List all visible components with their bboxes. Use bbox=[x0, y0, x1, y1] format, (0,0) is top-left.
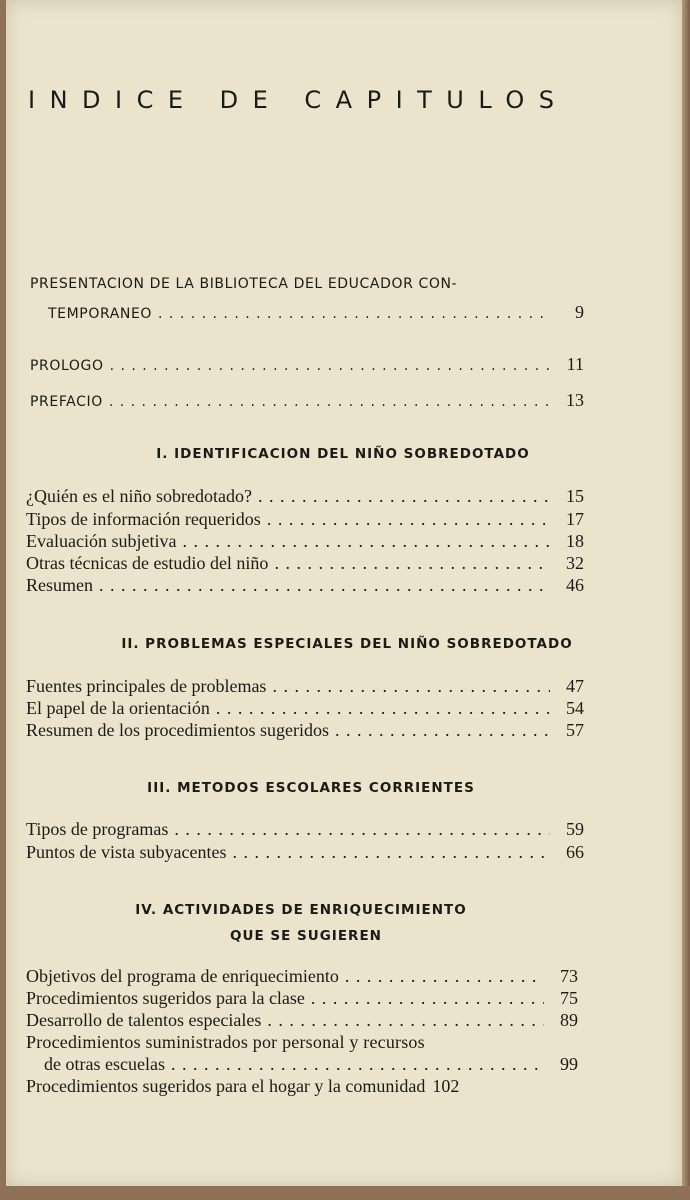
dot-leader bbox=[216, 698, 550, 719]
page-number: 47 bbox=[566, 676, 584, 696]
page-number: 59 bbox=[566, 819, 584, 839]
chapter-heading-1: I. IDENTIFICACION DEL NIÑO SOBREDOTADO bbox=[156, 446, 530, 462]
dot-leader bbox=[274, 553, 550, 574]
entry-label: Otras técnicas de estudio del niño bbox=[26, 553, 269, 573]
page-bottom-edge bbox=[0, 1186, 690, 1200]
dot-leader bbox=[311, 988, 544, 1009]
dot-leader bbox=[174, 819, 550, 840]
page-title: INDICE DE CAPITULOS bbox=[28, 86, 569, 114]
entry-label: de otras escuelas bbox=[44, 1054, 165, 1074]
toc-entry bbox=[26, 966, 578, 987]
entry-label: Objetivos del programa de enriquecimiento bbox=[26, 966, 339, 986]
toc-entry-presentacion bbox=[48, 302, 584, 323]
toc-entry bbox=[26, 842, 584, 863]
toc-entry-line1: Procedimientos suministrados por personal y recursos bbox=[26, 1032, 425, 1052]
page-edge bbox=[682, 0, 690, 1200]
toc-entry-presentacion-line1: PRESENTACION DE LA BIBLIOTECA DEL EDUCADOR CON- bbox=[30, 276, 458, 292]
page-number: 75 bbox=[560, 988, 578, 1008]
toc-entry bbox=[26, 988, 578, 1009]
entry-label: Tipos de información requeridos bbox=[26, 509, 261, 529]
entry-label: TEMPORANEO bbox=[48, 306, 153, 322]
page-number: 73 bbox=[560, 966, 578, 986]
toc-entry bbox=[26, 486, 584, 507]
page-number: 99 bbox=[560, 1054, 578, 1074]
dot-leader bbox=[99, 575, 550, 596]
dot-leader bbox=[267, 1010, 544, 1031]
toc-entry bbox=[26, 676, 584, 697]
entry-label: Fuentes principales de problemas bbox=[26, 676, 267, 696]
entry-label: Evaluación subjetiva bbox=[26, 531, 177, 551]
entry-label: PREFACIO bbox=[30, 394, 103, 410]
chapter-heading-4-line2: QUE SE SUGIEREN bbox=[230, 928, 382, 944]
book-page bbox=[6, 0, 682, 1186]
toc-entry bbox=[44, 1054, 578, 1075]
toc-entry bbox=[26, 720, 584, 741]
page-number: 32 bbox=[566, 553, 584, 573]
toc-entry-prologo bbox=[30, 354, 584, 375]
entry-label: Procedimientos sugeridos para la clase bbox=[26, 988, 305, 1008]
page-number: 11 bbox=[566, 354, 584, 374]
dot-leader bbox=[158, 306, 550, 322]
entry-label: Resumen de los procedimientos sugeridos bbox=[26, 720, 329, 740]
dot-leader bbox=[267, 509, 550, 530]
entry-label: El papel de la orientación bbox=[26, 698, 210, 718]
dot-leader bbox=[345, 966, 544, 987]
page-number: 57 bbox=[566, 720, 584, 740]
dot-leader bbox=[182, 531, 550, 552]
toc-entry bbox=[26, 1076, 578, 1097]
dot-leader bbox=[232, 842, 550, 863]
entry-label: Procedimientos sugeridos para el hogar y la comunidad bbox=[26, 1076, 426, 1096]
page-number: 9 bbox=[575, 302, 584, 322]
toc-entry bbox=[26, 531, 584, 552]
page-number: 89 bbox=[560, 1010, 578, 1030]
chapter-heading-4: IV. ACTIVIDADES DE ENRIQUECIMIENTO bbox=[135, 902, 467, 918]
entry-label: Tipos de programas bbox=[26, 819, 169, 839]
entry-label: ¿Quién es el niño sobredotado? bbox=[26, 486, 252, 506]
page-number: 46 bbox=[566, 575, 584, 595]
toc-entry bbox=[26, 698, 584, 719]
toc-entry bbox=[26, 1010, 578, 1031]
toc-entry bbox=[26, 575, 584, 596]
chapter-heading-3: III. METODOS ESCOLARES CORRIENTES bbox=[147, 780, 475, 796]
entry-label: Puntos de vista subyacentes bbox=[26, 842, 227, 862]
page-number: 102 bbox=[432, 1076, 460, 1096]
toc-entry-prefacio bbox=[30, 390, 584, 411]
toc-entry bbox=[26, 553, 584, 574]
entry-label: Desarrollo de talentos especiales bbox=[26, 1010, 262, 1030]
page-number: 18 bbox=[566, 531, 584, 551]
dot-leader bbox=[171, 1054, 544, 1075]
toc-entry bbox=[26, 509, 584, 530]
dot-leader bbox=[109, 394, 550, 410]
page-number: 13 bbox=[566, 390, 584, 410]
dot-leader bbox=[335, 720, 550, 741]
toc-entry bbox=[26, 819, 584, 840]
entry-label: PROLOGO bbox=[30, 358, 104, 374]
page-number: 15 bbox=[566, 486, 584, 506]
page-number: 17 bbox=[566, 509, 584, 529]
dot-leader bbox=[258, 486, 550, 507]
page-number: 66 bbox=[566, 842, 584, 862]
page-number: 54 bbox=[566, 698, 584, 718]
entry-label: Resumen bbox=[26, 575, 93, 595]
chapter-heading-2: II. PROBLEMAS ESPECIALES DEL NIÑO SOBREDOTADO bbox=[121, 636, 573, 652]
dot-leader bbox=[110, 358, 550, 374]
dot-leader bbox=[272, 676, 550, 697]
